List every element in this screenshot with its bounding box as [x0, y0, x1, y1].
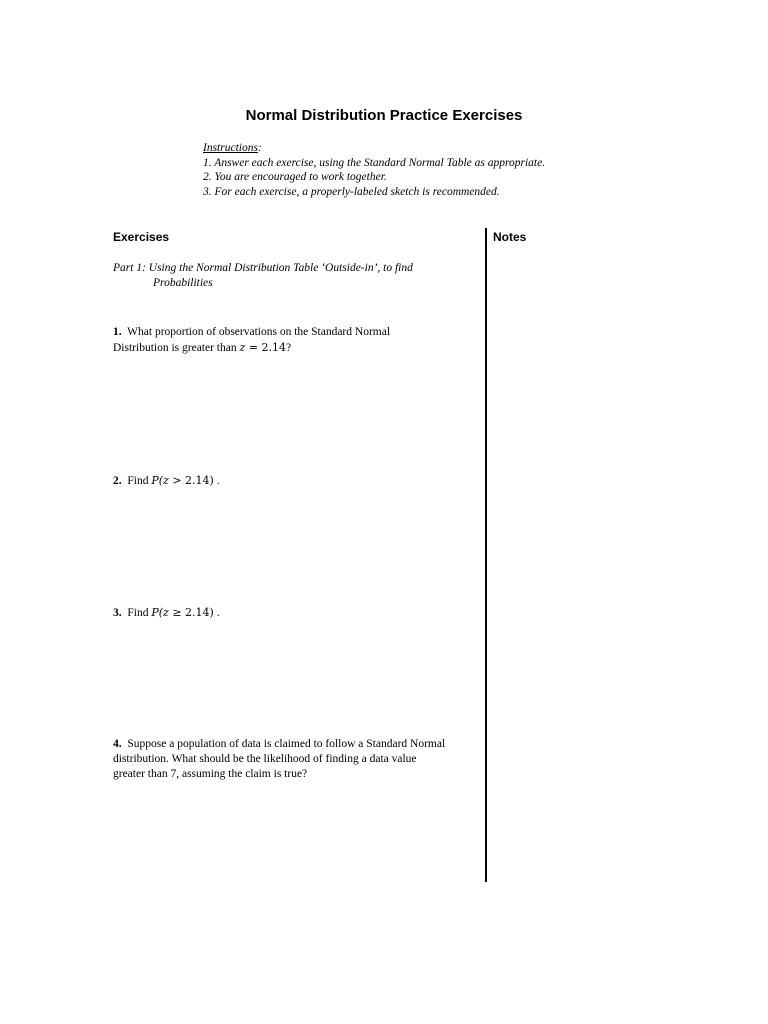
exercise-2 — [113, 473, 473, 489]
column-divider — [485, 228, 487, 882]
exercise-text-end: ? — [285, 342, 292, 354]
math-expression: P(z > 2.14) — [151, 474, 214, 487]
notes-column-header: Notes — [493, 230, 527, 244]
instructions-header-colon: : — [257, 142, 262, 154]
math-expression: P(z ≥ 2.14) — [151, 606, 214, 619]
instructions-block — [203, 141, 545, 199]
exercise-3 — [113, 605, 473, 621]
exercise-text-end: . — [216, 607, 220, 619]
exercise-text: What proportion of observations on the Standard Normal — [127, 326, 391, 338]
instruction-item: 3. For each exercise, a properly-labeled sketch is recommended. — [203, 185, 500, 198]
part1-line2: Probabilities — [153, 277, 213, 289]
instruction-item: 2. You are encouraged to work together. — [203, 171, 387, 183]
exercise-text: Distribution is greater than — [113, 342, 237, 354]
exercise-1 — [113, 325, 473, 356]
math-expression: z = 2.14 — [239, 341, 286, 354]
exercise-number: 2. — [113, 475, 122, 487]
exercise-text: Find — [127, 475, 149, 487]
part1-line1: Part 1: Using the Normal Distribution Table ‘Outside-in’, to find — [113, 262, 413, 274]
part1-heading — [113, 261, 413, 291]
exercise-number: 4. — [113, 738, 122, 750]
instructions-header — [203, 141, 545, 156]
exercises-column-header: Exercises — [113, 230, 170, 244]
exercise-text: greater than 7, assuming the claim is true? — [113, 768, 308, 780]
page-title: Normal Distribution Practice Exercises — [245, 107, 523, 124]
instruction-item: 1. Answer each exercise, using the Standard Normal Table as appropriate. — [203, 156, 546, 169]
instructions-header-label: Instructions — [203, 142, 258, 154]
exercise-number: 3. — [113, 607, 122, 619]
exercise-text: Find — [127, 607, 149, 619]
exercise-number: 1. — [113, 326, 122, 338]
exercise-4 — [113, 737, 473, 782]
exercise-text-end: . — [216, 475, 220, 487]
exercise-text: distribution. What should be the likelihood of finding a data value — [113, 753, 417, 765]
exercise-text: Suppose a population of data is claimed to follow a Standard Normal — [127, 738, 446, 750]
